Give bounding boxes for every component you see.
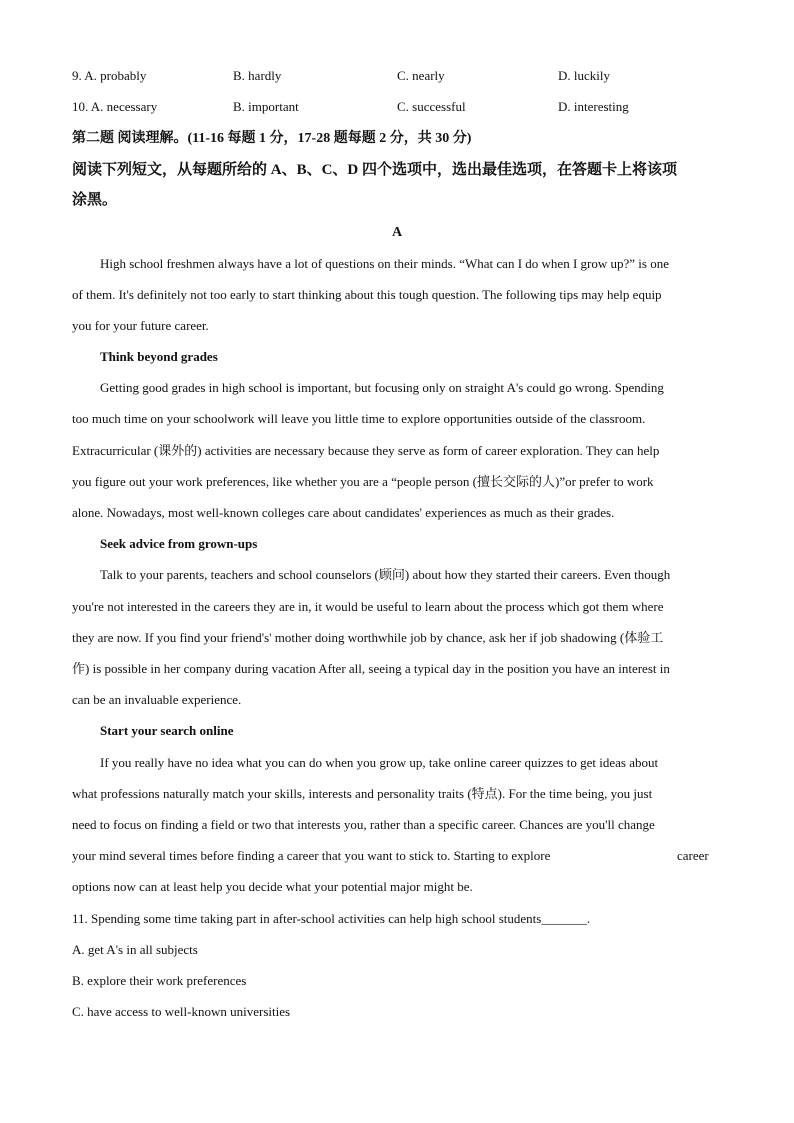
tip3-line: your mind several times before finding a career that you want to stick to. Starting to explore (72, 848, 551, 863)
options-row-q10 (72, 97, 732, 117)
tip1-title: Think beyond grades (100, 349, 218, 364)
option-q10-b: B. important (233, 99, 299, 114)
option-q9-c: C. nearly (397, 68, 445, 83)
tip3-line: options now can at least help you decide what your potential major might be. (72, 879, 473, 894)
tip1-line: too much time on your schoolwork will leave you little time to explore opportunities outside of the classroom. (72, 411, 646, 426)
tip2-line: you're not interested in the careers they are in, it would be useful to learn about the process which got them where (72, 599, 664, 614)
intro-line: you for your future career. (72, 318, 209, 333)
passage-label: A (391, 225, 403, 240)
question-11-option-b: B. explore their work preferences (72, 973, 247, 988)
tip3-line-tail: career (677, 848, 709, 863)
option-q9-a: 9. A. probably (72, 68, 147, 83)
question-11-option-c: C. have access to well-known universities (72, 1004, 291, 1019)
tip1-line: Getting good grades in high school is important, but focusing only on straight A's could go wrong. Spending (100, 380, 664, 395)
tip2-line: can be an invaluable experience. (72, 692, 242, 707)
options-row-q9 (72, 66, 732, 86)
tip2-line: Talk to your parents, teachers and school counselors (顾问) about how they started their careers. Even though (100, 567, 671, 582)
section-heading: 第二题 阅读理解。(11-16 每题 1 分，17-28 题每题 2 分，共 30 分) (72, 131, 472, 146)
tip2-line: they are now. If you find your friend's' mother doing worthwhile job by chance, ask her if job shadowing (体验工 (72, 630, 664, 645)
option-q9-d: D. luckily (558, 68, 610, 83)
option-q9-b: B. hardly (233, 68, 282, 83)
intro-line: of them. It's definitely not too early to start thinking about this tough question. The following tips may help equip (72, 287, 662, 302)
tip3-line: what professions naturally match your skills, interests and personality traits (特点). For the time being, you just (72, 786, 653, 801)
intro-line: High school freshmen always have a lot of questions on their minds. “What can I do when I grow up?” is one (100, 256, 669, 271)
question-11-stem: 11. Spending some time taking part in after-school activities can help high school students_______. (72, 911, 591, 926)
tip1-line: Extracurricular (课外的) activities are necessary because they serve as form of career exploration. They can help (72, 443, 660, 458)
tip3-line: If you really have no idea what you can do when you grow up, take online career quizzes to get ideas about (100, 755, 659, 770)
option-q10-c: C. successful (397, 99, 466, 114)
tip3-title: Start your search online (100, 723, 234, 738)
tip2-title: Seek advice from grown-ups (100, 536, 258, 551)
instruction-line-1: 阅读下列短文，从每题所给的 A、B、C、D 四个选项中，选出最佳选项，在答题卡上将该项 (72, 162, 678, 178)
tip2-line: 作) is possible in her company during vacation After all, seeing a typical day in the position you have an interest in (72, 661, 670, 676)
option-q10-d: D. interesting (558, 99, 629, 114)
option-q10-a: 10. A. necessary (72, 99, 158, 114)
tip1-line: you figure out your work preferences, like whether you are a “people person (擅长交际的人)”or prefer to work (72, 474, 654, 489)
tip1-line: alone. Nowadays, most well-known colleges care about candidates' experiences as much as their grades. (72, 505, 615, 520)
question-11-option-a: A. get A's in all subjects (72, 942, 198, 957)
tip3-line: need to focus on finding a field or two that interests you, rather than a specific career. Chances are you'll change (72, 817, 655, 832)
instruction-line-2: 涂黑。 (72, 192, 118, 208)
